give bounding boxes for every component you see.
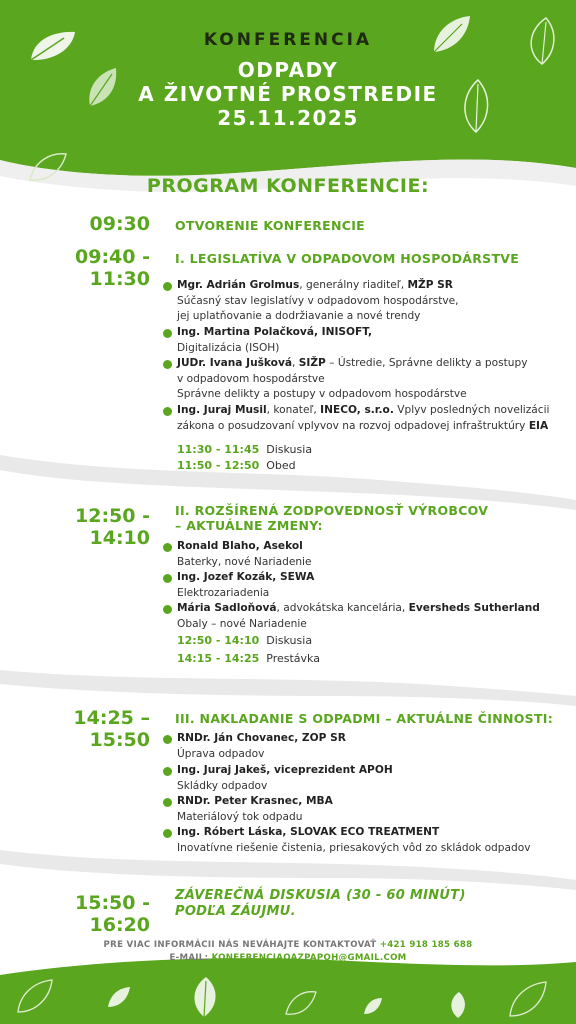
leaf-icon xyxy=(188,975,222,1019)
leaf-icon xyxy=(508,980,548,1020)
bullet-dot-icon xyxy=(163,735,172,744)
closing-label-line-1: ZÁVEREČNÁ DISKUSIA (30 - 60 MINÚT) xyxy=(175,888,466,903)
speaker-entry: RNDr. Ján Chovanec, ZOP SR Úprava odpadov xyxy=(177,732,346,760)
speaker-entry: JUDr. Ivana Jušková, SIŽP – Ústredie, Správne delikty a postupy v odpadovom hospodárstve Správne delikty a postupy v odpadovom hospodárstve xyxy=(177,357,528,400)
speaker-entry: Mária Sadloňová, advokátska kancelária, Eversheds Sutherland Obaly – nové Nariadenie xyxy=(177,602,540,630)
section3-time: 14:25 – 15:50 xyxy=(73,707,150,751)
section2-time: 12:50 - 14:10 xyxy=(75,505,150,549)
bullet-dot-icon xyxy=(163,574,172,583)
program-heading: PROGRAM KONFERENCIE: xyxy=(146,175,430,197)
bullet-dot-icon xyxy=(163,829,172,838)
closing-label-line-2: PODĽA ZÁUJMU. xyxy=(175,904,296,919)
email-line: E-MAIL: KONFERENCIAOAZPAPOH@GMAIL.COM xyxy=(169,953,407,963)
bullet-dot-icon xyxy=(163,798,172,807)
schedule-break: 12:50 - 14:10 Diskusia xyxy=(177,634,313,647)
bullet-dot-icon xyxy=(163,543,172,552)
bullet-dot-icon xyxy=(163,605,172,614)
speaker-entry: Ing. Juraj Jakeš, viceprezident APOH Skládky odpadov xyxy=(177,764,393,792)
speaker-entry: Ronald Blaho, Asekol Baterky, nové Nariadenie xyxy=(177,540,312,568)
conference-kicker: KONFERENCIA xyxy=(203,30,373,50)
schedule-break: 11:50 - 12:50 Obed xyxy=(177,459,296,472)
speaker-entry: Mgr. Adrián Grolmus, generálny riaditeľ, MŽP SR Súčasný stav legislatívy v odpadovom hospodárstve, jej uplatňovanie a dodržiavanie a nové trendy xyxy=(177,279,459,322)
speaker-entry: RNDr. Peter Krasnec, MBA Materiálový tok odpadu xyxy=(177,795,333,823)
closing-time: 15:50 - 16:20 xyxy=(75,892,150,936)
opening-label: OTVORENIE KONFERENCIE xyxy=(175,218,365,233)
leaf-icon xyxy=(16,978,54,1016)
bullet-dot-icon xyxy=(163,360,172,369)
conference-title-line-1: ODPADY xyxy=(237,58,339,82)
section2-title-line-1: II. ROZŠÍRENÁ ZODPOVEDNOSŤ VÝROBCOV xyxy=(175,503,489,518)
opening-time: 09:30 xyxy=(89,213,150,235)
speaker-entry: Ing. Jozef Kozák, SEWA Elektrozariadenia xyxy=(177,571,315,599)
bullet-dot-icon xyxy=(163,329,172,338)
contact-line: PRE VIAC INFORMÁCII NÁS NEVÁHAJTE KONTAKTOVAŤ +421 918 185 688 xyxy=(103,940,473,950)
contact-email[interactable]: KONFERENCIAOAZPAPOH@GMAIL.COM xyxy=(211,953,407,963)
schedule-break: 11:30 - 11:45 Diskusia xyxy=(177,443,313,456)
section1-title: I. LEGISLATÍVA V ODPADOVOM HOSPODÁRSTVE xyxy=(175,251,520,266)
section2-title-line-2: – AKTUÁLNE ZMENY: xyxy=(175,518,323,533)
speaker-entry: Ing. Juraj Musil, konateľ, INECO, s.r.o. Vplyv posledných novelizácii zákona o posudzovaní vplyvov na rozvoj odpadovej infraštruktúry EIA xyxy=(177,404,550,432)
conference-date: 25.11.2025 xyxy=(217,106,359,130)
bullet-dot-icon xyxy=(163,767,172,776)
contact-phone[interactable]: +421 918 185 688 xyxy=(379,940,473,950)
leaf-icon xyxy=(106,985,132,1009)
section3-title: III. NAKLADANIE S ODPADMI – AKTUÁLNE ČINNOSTI: xyxy=(175,711,554,726)
schedule-break: 14:15 - 14:25 Prestávka xyxy=(177,652,320,665)
bullet-dot-icon xyxy=(163,282,172,291)
leaf-icon xyxy=(362,996,384,1016)
speaker-entry: Ing. Róbert Láska, SLOVAK ECO TREATMENT Inovatívne riešenie čistenia, priesakových vôd zo skládok odpadov xyxy=(177,826,531,854)
section1-time: 09:40 - 11:30 xyxy=(75,246,150,290)
conference-title-line-2: A ŽIVOTNÉ PROSTREDIE xyxy=(138,82,438,106)
bullet-dot-icon xyxy=(163,407,172,416)
leaf-icon xyxy=(446,990,470,1020)
leaf-icon xyxy=(284,988,318,1018)
speaker-entry: Ing. Martina Polačková, INISOFT, Digitalizácia (ISOH) xyxy=(177,326,373,354)
